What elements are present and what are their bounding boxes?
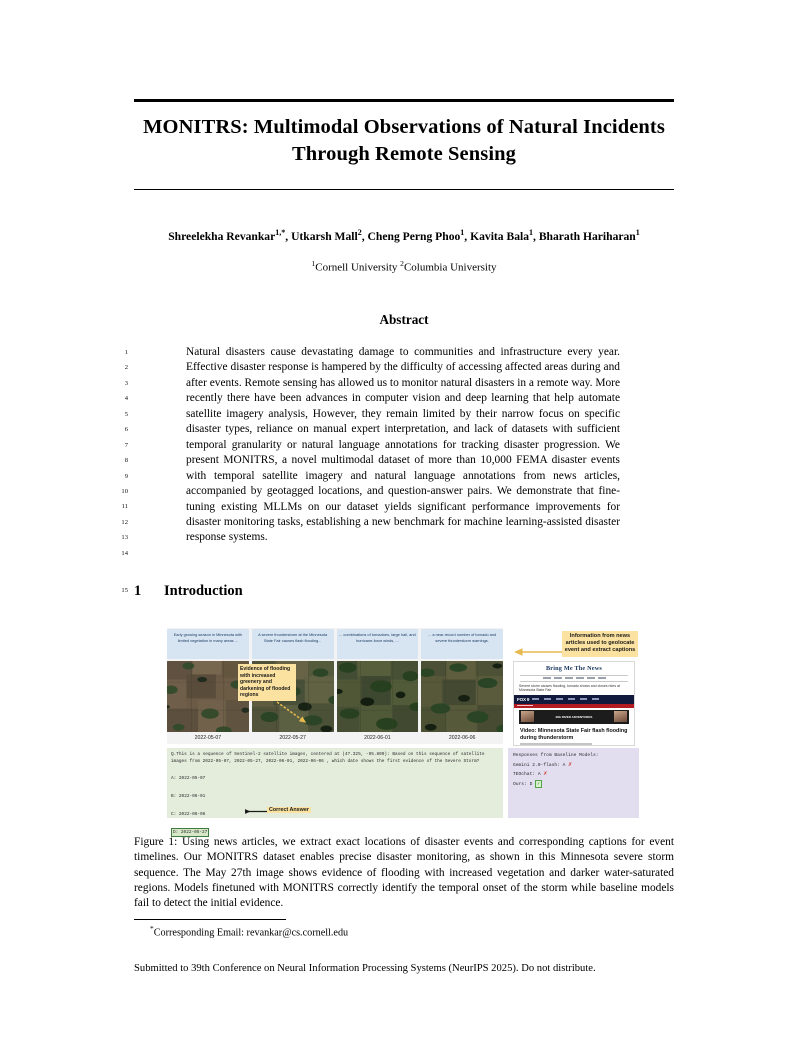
response-answer-2: D	[529, 781, 533, 787]
response-model-0: Gemini 2.0-flash:	[513, 762, 560, 768]
section-number: 1	[134, 583, 142, 599]
nav-item	[598, 677, 606, 679]
figure-1	[163, 628, 639, 835]
news-ad-banner[interactable]	[519, 710, 629, 724]
qa-option-3-key: D	[173, 829, 176, 835]
satellite-texture-icon	[421, 661, 503, 732]
qa-option-1: B: 2022-06-01	[171, 793, 206, 799]
correct-mark-icon: ✓	[537, 780, 541, 787]
qa-option-3-value: 2022-05-27	[180, 829, 208, 835]
nav-item	[580, 698, 587, 699]
secondary-news-nav	[532, 698, 599, 699]
secondary-news-logo: FOX 9	[517, 696, 530, 702]
qa-option-0-key: A	[171, 775, 174, 781]
correct-answer-label: Correct Answer	[269, 807, 309, 813]
nav-item	[587, 677, 595, 679]
footnote-text: Corresponding Email: revankar@cs.cornell.edu	[153, 927, 349, 939]
secondary-news-subnav	[514, 704, 634, 708]
affiliation-0-sup: 1	[311, 259, 316, 268]
flood-annotation-arrow-icon	[275, 700, 311, 726]
secondary-news-header	[514, 695, 634, 704]
timeline-date-0: 2022-05-07	[194, 735, 222, 741]
response-row-1	[513, 770, 634, 780]
baseline-responses-panel	[508, 748, 639, 818]
author-list: Shreelekha Revankar$^{1,*}$, Utkarsh Mall$^2$, Cheng Perng Phoo$^1$, Kavita Bala$^1$, Bharath Hariharan$^1$	[168, 228, 640, 243]
qa-option-2-key: C	[171, 811, 174, 817]
qa-option-2-value: 2022-06-06	[178, 811, 206, 817]
timeline-date-1: 2022-05-27	[279, 735, 306, 741]
timeline-date-3: 2022-06-06	[448, 735, 476, 741]
nav-item	[568, 698, 575, 699]
news-source-blurb: Severe storm causes flooding, tornado shows and closes rides at Minnesota State Fair	[519, 683, 620, 693]
news-video-title: Video: Minnesota State Fair flash flooding during thunderstorm	[520, 727, 628, 741]
response-answer-0: A	[562, 762, 566, 768]
wrong-mark-icon: ✗	[568, 760, 573, 768]
news-article-card[interactable]	[513, 661, 635, 746]
news-article-panel	[508, 628, 639, 744]
affiliation-1-sup: 2	[400, 259, 404, 268]
author-0: Shreelekha Revankar$^{1,*}$	[168, 228, 286, 243]
affiliation-0-name: Cornell University	[315, 261, 398, 274]
qa-option-0: A: 2022-05-07	[171, 775, 206, 781]
news-annotation-label: Information from news articles used to geolocate event and extract captions	[562, 631, 638, 657]
satellite-image-0	[167, 661, 249, 732]
nav-item	[554, 677, 562, 679]
news-source-logo: Bring Me The News	[545, 665, 603, 672]
satellite-timeline	[167, 628, 503, 744]
affiliation-1-name: Columbia University	[403, 261, 497, 274]
timeline-caption-3: ... a near-record number of tornado and severe thunderstorm warnings.	[421, 629, 503, 659]
ad-thumb-right	[614, 711, 627, 722]
submission-note: Submitted to 39th Conference on Neural Information Processing Systems (NeurIPS 2025). Do not distribute.	[134, 963, 596, 974]
author-2: Cheng Perng Phoo$^1$	[367, 228, 465, 243]
nav-item	[592, 698, 599, 699]
qa-option-1-value: 2022-06-01	[178, 793, 206, 799]
satellite-texture-icon	[337, 661, 419, 732]
news-video-meta	[520, 743, 592, 744]
ad-thumb-left	[521, 711, 534, 722]
footnote	[150, 924, 348, 938]
timeline-caption-2: ... combinations of tornadoes, large hail, and hurricane-force winds, ...	[337, 629, 419, 659]
abstract-text: Natural disasters cause devastating damage to communities and infrastructure every year. Effective disaster response is hampered by the difficulty of accessing affected areas during and after events. Remote sensing has allowed us to monitor natural disasters in a remote way. More recently there have been advances in computer vision and deep learning that help automate satellite imagery analysis, However, they remain limited by their narrow focus on specific disaster types, reliance on manual expert interpretation, and lack of datasets with sufficient temporal granularity or natural language annotations for tracking disaster progression. We present MONITRS, a novel multimodal dataset of more than 10,000 FEMA disaster events with temporal satellite imagery and natural language annotations from news articles, accompanied by geotagged locations, and question-answer pairs. We demonstrate that fine-tuning existing MLLMs on our dataset yields significant performance improvements for disaster monitoring tasks, establishing a new benchmark for machine learning-assisted disaster response systems.	[186, 346, 620, 544]
response-model-1: TEOchat:	[513, 772, 536, 778]
response-answer-1: A	[537, 772, 541, 778]
affiliation-list	[110, 259, 698, 274]
correct-answer-arrow-icon	[243, 809, 269, 814]
qa-option-2: C: 2022-06-06	[171, 811, 206, 817]
line-number-gutter-abstract: 1 2 3 4 5 6 7 8 9 10 11 12 13 14	[121, 349, 128, 557]
nav-item	[556, 698, 563, 699]
section-heading-introduction	[134, 583, 243, 600]
flood-annotation-label: Evidence of flooding with increased greenery and darkening of flooded regions	[238, 664, 296, 701]
title-bottom-rule	[134, 189, 674, 190]
author-4: Bharath Hariharan$^1$	[538, 228, 640, 243]
author-1: Utkarsh Mall$^2$	[291, 228, 362, 243]
timeline-date-row	[167, 734, 503, 744]
news-annotation-arrow-icon	[508, 636, 566, 662]
figure-caption: Figure 1: Using news articles, we extract exact locations of disaster events and corresponding captions for event timelines. Our MONITRS dataset enables precise disaster monitoring, as shown in this Minnesota severe storm sequence. The May 27th image shows evidence of flooding with increased vegetation and darker water-saturated regions. Models finetuned with MONITRS correctly identify the temporal onset of the storm while baseline models fail to detect the initial evidence.	[134, 836, 674, 910]
satellite-image-3	[421, 661, 503, 732]
qa-option-0-value: 2022-05-07	[178, 775, 206, 781]
nav-item	[565, 677, 573, 679]
title-top-rule	[134, 99, 674, 102]
line-number-gutter-section: 15	[121, 587, 128, 594]
abstract-heading: Abstract	[379, 312, 429, 327]
timeline-date-2: 2022-06-01	[364, 735, 391, 741]
qa-option-1-key: B	[171, 793, 174, 799]
responses-heading: Responses from Baseline Models:	[513, 753, 599, 758]
response-row-2	[513, 780, 634, 790]
footnote-rule	[134, 919, 286, 920]
footnote-marker: *	[150, 924, 154, 933]
subnav-item	[517, 705, 533, 706]
news-nav-bar	[520, 675, 628, 682]
section-title: Introduction	[164, 583, 243, 599]
timeline-caption-0: Early growing season in Minnesota with limited vegetation in many areas ...	[167, 629, 249, 659]
nav-item	[543, 677, 551, 679]
response-model-2: Ours:	[513, 781, 527, 787]
timeline-caption-1: A severe thunderstorm at the Minnesota State Fair causes flash flooding...	[252, 629, 334, 659]
satellite-image-row	[167, 661, 503, 732]
qa-correct-option: D: 2022-05-27	[171, 828, 209, 838]
nav-item	[576, 677, 584, 679]
satellite-image-2	[337, 661, 419, 732]
response-row-0	[513, 761, 634, 771]
ad-text: BIG RIVER ADVENTURES	[555, 714, 593, 719]
satellite-texture-icon	[167, 661, 249, 732]
nav-item	[544, 698, 551, 699]
wrong-mark-icon: ✗	[543, 770, 548, 778]
page-title: MONITRS: Multimodal Observations of Natural Incidents Through Remote Sensing	[143, 116, 665, 165]
qa-question: Q.This is a sequence of Sentinel-2 satellite images, centered at (47.325, -95.809): Based on this sequence of satellite images from 2022-05-07, 2022-05-27, 2022-06-01, 2022-06-06 , which date shows the first evidence of the Severe Storm?	[171, 752, 488, 765]
timeline-caption-row	[167, 629, 503, 659]
author-3: Kavita Bala$^1$	[470, 228, 534, 243]
nav-item	[532, 698, 539, 699]
qa-panel	[167, 748, 503, 835]
